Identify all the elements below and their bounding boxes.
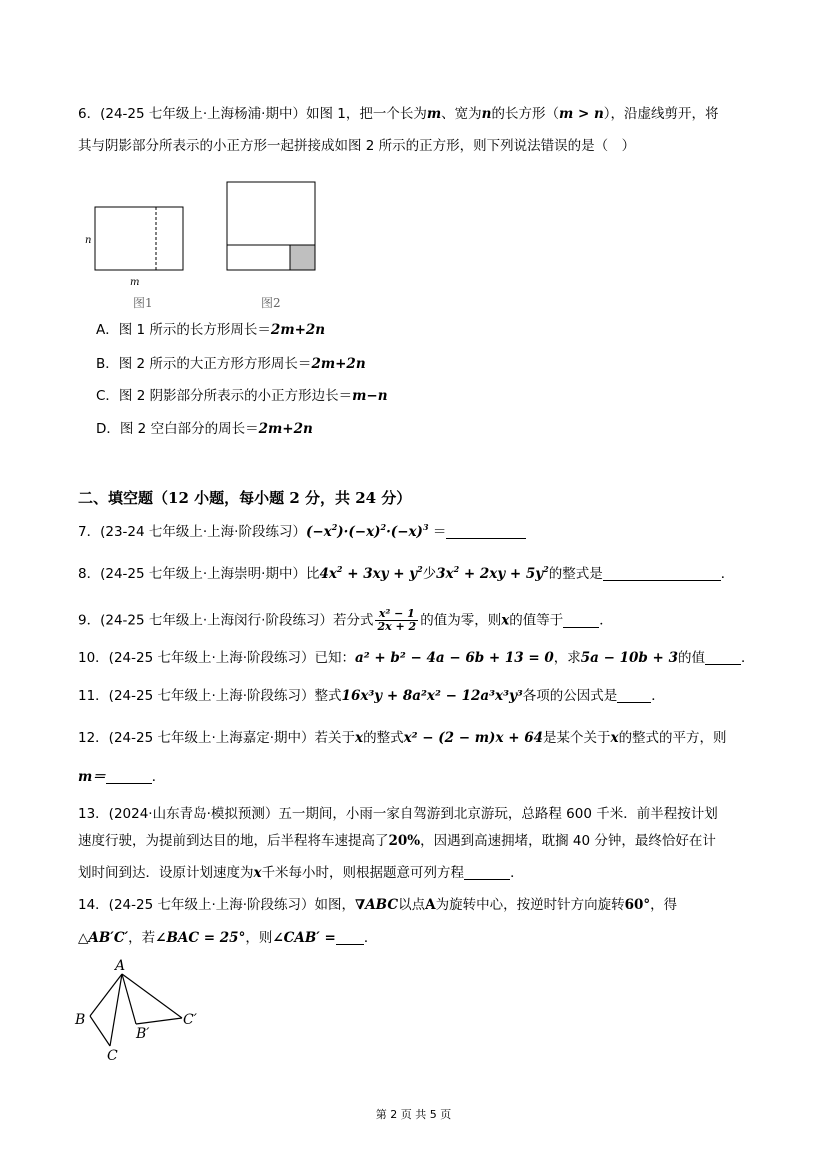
fig2-caption: 图2 (261, 296, 281, 310)
q12-answer-blank[interactable] (106, 769, 152, 784)
q6-option-c[interactable]: C．图 2 阴影部分所表示的小正方形边长＝m−n (96, 388, 388, 404)
q6-line2: 其与阴影部分所表示的小正方形一起拼接成如图 2 所示的正方形，则下列说法错误的是（ ） (78, 138, 636, 154)
section-2-title: 二、填空题（12 小题，每小题 2 分，共 24 分） (78, 489, 412, 507)
q7-answer-blank[interactable] (446, 524, 526, 539)
q12-line2: m＝ ． (78, 769, 166, 785)
q13-answer-blank[interactable] (464, 865, 510, 880)
fig1-caption: 图1 (133, 296, 153, 310)
label-A: A (115, 958, 126, 974)
q6-option-a[interactable]: A．图 1 所示的长方形周长＝2m+2n (96, 322, 326, 338)
fig1-n-label: n (85, 235, 92, 246)
q9-fraction: $\frac{\text{x² − 1}}{2x + 2}$ (377, 607, 417, 633)
q8: 8．(24-25 七年级上·上海崇明·期中）比$4x^2 + 3xy + y^2$少$3x^2 + 2xy + 5y^2$的整式是 ． (78, 564, 735, 582)
page-footer: 第 2 页 共 5 页 (375, 1108, 452, 1121)
shaded-square (290, 245, 315, 270)
q6-figures (80, 178, 340, 313)
q14-figure (70, 952, 220, 1064)
q13-line1: 13．(2024·山东青岛·模拟预测）五一期间，小雨一家自驾游到北京游玩，总路程 600 千米．前半程按计划 (78, 806, 718, 822)
label-C: C (107, 1048, 118, 1064)
q8-answer-blank[interactable] (603, 566, 721, 581)
q14-line1: 14．(24-25 七年级上·上海·阶段练习）如图，∇ABC以点A为旋转中心，按逆时针方向旋转60°，得 (78, 897, 678, 913)
q6-line1: 6．(24-25 七年级上·上海杨浦·期中）如图 1，把一个长为m、宽为n的长方形（m > n），沿虚线剪开，将 (78, 106, 719, 122)
figure-2 (227, 182, 315, 310)
q13-line2: 速度行驶，为提前到达目的地，后半程将车速提高了20%，因遇到高速拥堵，耽搁 40 分钟，最终恰好在计 (78, 833, 716, 849)
label-B: B (75, 1012, 86, 1028)
fig1-m-label: m (130, 277, 140, 288)
label-B-prime: B′ (136, 1026, 150, 1042)
q14-line2: △AB′C′，若∠BAC = 25°，则∠CAB′ = ． (78, 930, 378, 946)
label-C-prime: C′ (183, 1012, 197, 1028)
figure-1 (85, 207, 183, 310)
q11-answer-blank[interactable] (617, 688, 651, 703)
q9-answer-blank[interactable] (563, 613, 599, 628)
q10-answer-blank[interactable] (705, 650, 741, 665)
q11: 11．(24-25 七年级上·上海·阶段练习）整式16x³y + 8a²x² − 12a³x³y³各项的公因式是 ． (78, 688, 665, 704)
q14-answer-blank[interactable] (336, 930, 364, 945)
q6-option-b[interactable]: B．图 2 所示的大正方形方形周长＝2m+2n (96, 356, 366, 372)
q13-line3: 划时间到达．设原计划速度为x千米每小时，则根据题意可列方程 ． (78, 865, 524, 881)
q9: 9．(24-25 七年级上·上海闵行·阶段练习）若分式 $\frac{\text{x² − 1}}{2x + 2}$ 的值为零，则x的值等于 ． (78, 607, 613, 633)
q6-option-d[interactable]: D．图 2 空白部分的周长＝2m+2n (96, 421, 313, 437)
q12-line1: 12．(24-25 七年级上·上海嘉定·期中）若关于x的整式x² − (2 − m)x + 64是某个关于x的整式的平方，则 (78, 730, 727, 746)
q7: 7．(23-24 七年级上·上海·阶段练习）$(-x^2)\cdot(-x)^2\cdot(-x)^3$ ＝ (78, 522, 753, 542)
q10: 10．(24-25 七年级上·上海·阶段练习）已知：a² + b² − 4a − 6b + 13 = 0，求5a − 10b + 3的值 ． (78, 650, 755, 666)
